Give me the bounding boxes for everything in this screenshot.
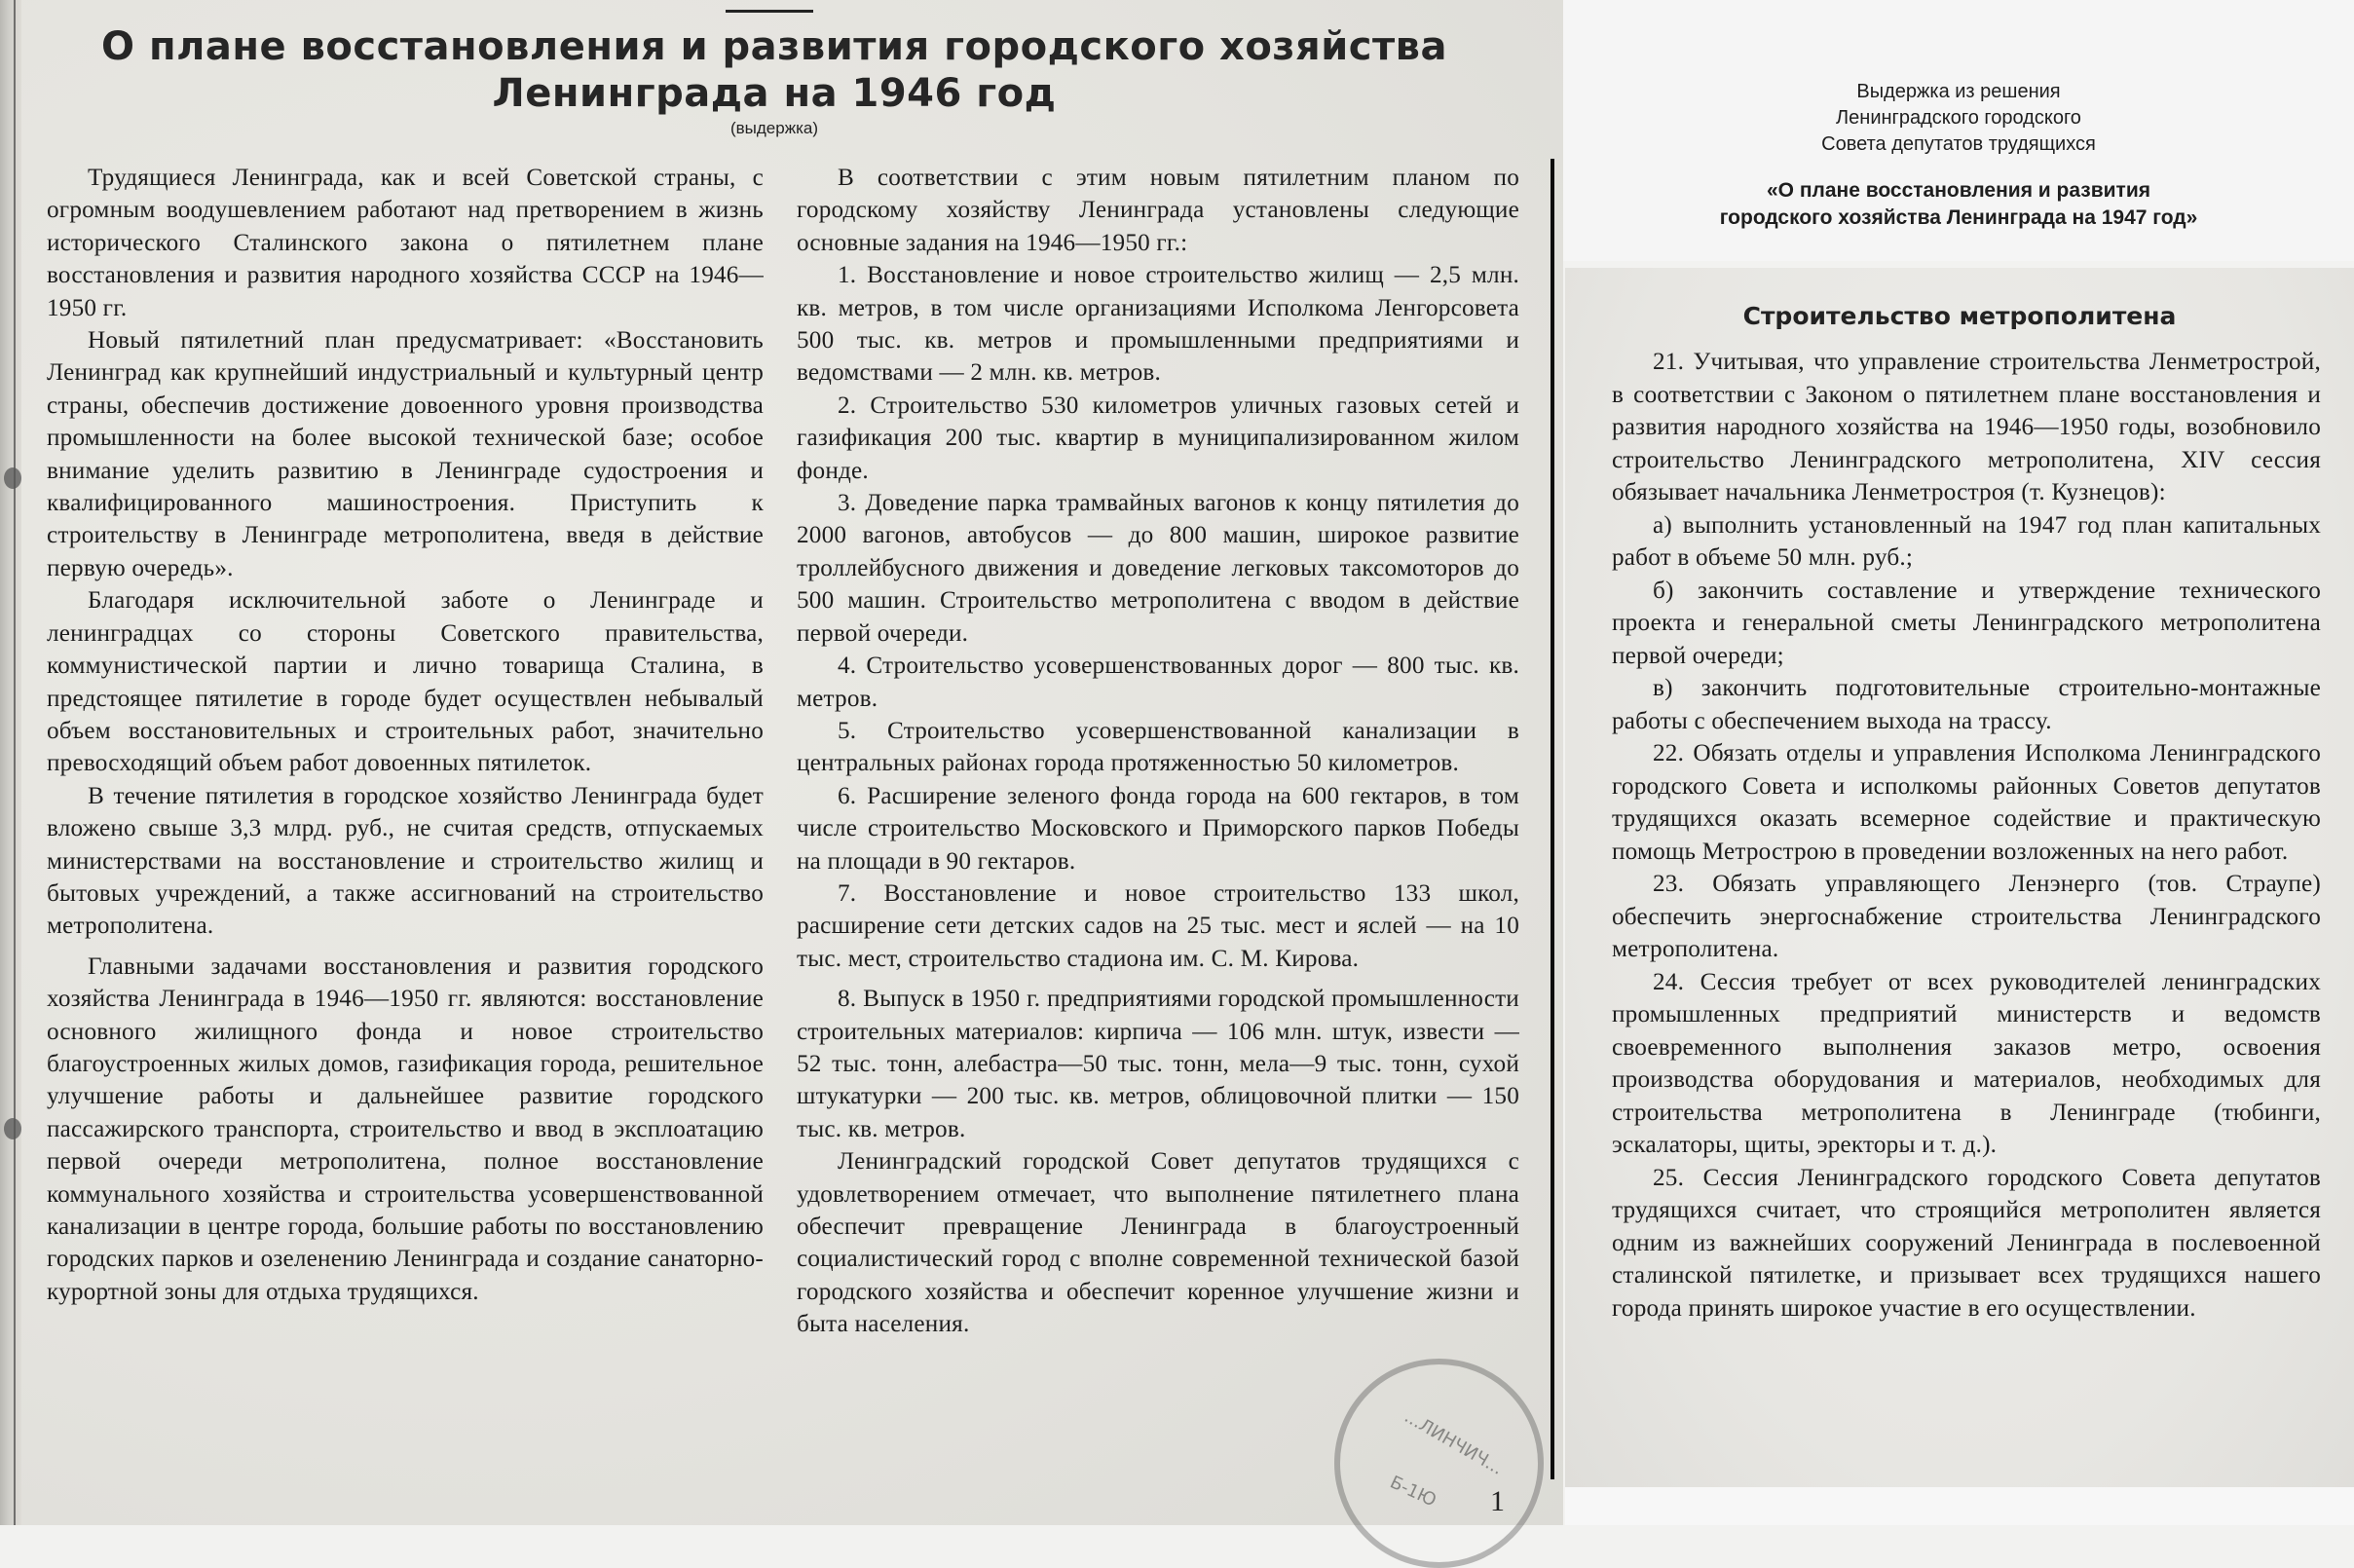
paragraph: 24. Сессия требует от всех руководителей ленинградских промышленных предприятий министерств и ведомств своевременного выполнения заказов метро, освоения производства оборудования и материалов, необходимых для строительства метрополитена в Ленинграде (тюбинги, эскалаторы, щиты, эректоры и т. д.). <box>1612 968 2321 1158</box>
article-title-line1: О плане восстановления и развития городского хозяйства <box>101 24 1447 69</box>
article-column-right <box>1612 346 2321 1325</box>
caption-line: Совета депутатов трудящихся <box>1821 133 2096 155</box>
list-item: 6. Расширение зеленого фонда города на 600 гектаров, в том числе строительство Московского и Приморского парков Победы на площади в 90 гектаров. <box>797 782 1519 875</box>
binding-hole-icon <box>4 1118 21 1139</box>
right-caption-block <box>1563 0 2354 261</box>
list-item: 8. Выпуск в 1950 г. предприятиями городской промышленности строительных материалов: кирпича — 106 млн. штук, извести — 52 тыс. тонн, алебастра—50 тыс. тонн, мела—9 тыс. тонн, сухой штукатурки — 200 тыс. кв. метров, облицовочной плитки — 150 тыс. кв. метров. <box>797 986 1519 1142</box>
list-item: б) закончить составление и утверждение технического проекта и генеральной сметы Ленинградского метрополитена первой очереди; <box>1612 577 2321 669</box>
caption-title-line2: городского хозяйства Ленинграда на 1947 год» <box>1719 206 2198 229</box>
paragraph: В течение пятилетия в городское хозяйство Ленинграда будет вложено свыше 3,3 млрд. руб., не считая средств, отпускаемых министерствами на восстановление и строительство жилищ и бытовых учреждений, а также ассигнований на строительство метрополитена. <box>47 782 764 940</box>
list-item: 1. Восстановление и новое строительство жилищ — 2,5 млн. кв. метров, в том числе организациями Исполкома Ленгорсовета 500 тыс. кв. метров и промышленными предприятиями и ведомствами — 2 млн. кв. метров. <box>797 262 1519 387</box>
article-column-left <box>47 162 764 1308</box>
paragraph: Главными задачами восстановления и развития городского хозяйства Ленинграда в 1946—1950 гг. являются: восстановление основного жилищного фонда и новое строительство благоустроенных жилых домов, газификация города, решительное улучшение работы и дальнейшее развитие городского пассажирского транспорта, строительство и ввод в эксплоатацию первой очереди метрополитена, полное восстановление коммунального хозяйства и строительства усовершенствованной канализации в центре города, большие работы по восстановлению городских парков и озеленению Ленинграда и создание санаторно-курортной зоны для отдыха трудящихся. <box>47 952 764 1305</box>
page-number: 1 <box>1490 1485 1505 1517</box>
paragraph: В соответствии с этим новым пятилетним планом по городскому хозяйству Ленинграда установлены следующие основные задания на 1946—1950 гг.: <box>797 165 1519 256</box>
page-binding-edge <box>0 0 21 1525</box>
article-title-line2: Ленинграда на 1946 год <box>492 71 1057 116</box>
paragraph: Благодаря исключительной заботе о Ленинграде и ленинградцах со стороны Советского правительства, коммунистической партии и лично товарища Сталина, в предстоящее пятилетие в городе будет осуществлен небывалый объем восстановительных и строительных работ, значительно превосходящий объем работ довоенных пятилеток. <box>47 587 764 777</box>
paragraph: Ленинградский городской Совет депутатов трудящихся с удовлетворением отмечает, что выполнение пятилетнего плана обеспечит превращение Ленинграда в благоустроенный социалистический город с вполне современной технической базой городского хозяйства и обеспечит коренное улучшение жизни и быта населения. <box>797 1148 1519 1338</box>
paragraph: Новый пятилетний план предусматривает: «Восстановить Ленинград как крупнейший индустриальный и культурный центр страны, обеспечив достижение довоенного уровня производства промышленности на более высокой технической базе; особое внимание уделить развитию в Ленинграде судостроения и квалифицированного машиностроения. Приступить к строительству в Ленинграде метрополитена, введя в действие первую очередь». <box>47 327 764 581</box>
caption-title-line1: «О плане восстановления и развития <box>1766 179 2151 202</box>
caption-line: Выдержка из решения <box>1856 81 2061 102</box>
stamp-number: Б-1Ю <box>1386 1472 1439 1512</box>
binding-rule-line <box>14 0 16 1525</box>
paragraph: 23. Обязать управляющего Ленэнерго (тов. Страупе) обеспечить энергоснабжение строительства Ленинградского метрополитена. <box>1612 871 2321 962</box>
list-item: в) закончить подготовительные строительно-монтажные работы с обеспечением выхода на трассу. <box>1612 675 2321 734</box>
paragraph: Трудящиеся Ленинграда, как и всей Советской страны, с огромным воодушевлением работают над претворением в жизнь исторического Сталинского закона о пятилетнем плане восстановления и развития народного хозяйства СССР на 1946—1950 гг. <box>47 165 764 321</box>
article-subtitle: (выдержка) <box>729 119 819 137</box>
caption-line: Ленинградского городского <box>1836 107 2081 129</box>
list-item: 7. Восстановление и новое строительство 133 школ, расширение сети детских садов на 25 тыс. мест и яслей — на 10 тыс. мест, строительство стадиона им. С. М. Кирова. <box>797 879 1519 972</box>
list-item: 4. Строительство усовершенствованных дорог — 800 тыс. кв. метров. <box>797 653 1519 712</box>
bottom-margin <box>1565 1487 2354 1525</box>
article-column-middle <box>797 162 1519 1341</box>
binding-hole-icon <box>4 467 21 489</box>
section-title: Строительство метрополитена <box>1742 302 2177 330</box>
list-item: 3. Доведение парка трамвайных вагонов к концу пятилетия до 2000 вагонов, автобусов — до 800 машин, широкое развитие троллейбусного движения и доведение легковых таксомоторов до 500 машин. Строительство метрополитена с вводом в действие первой очереди. <box>797 490 1519 647</box>
stamp-text: ...ЛИНЧИЧ... <box>1401 1406 1507 1479</box>
paragraph: 22. Обязать отделы и управления Исполкома Ленинградского городского Совета и исполкомы районных Советов депутатов трудящихся оказать всемерное содействие и практическую помощь Метрострою в проведении возложенных на него работ. <box>1612 740 2321 865</box>
paragraph: 21. Учитывая, что управление строительства Ленметрострой, в соответствии с Законом о пятилетнем плане восстановления и развития народного хозяйства на 1946—1950 годы, возобновило строительство Ленинградского метрополитена, XIV сессия обязывает начальника Ленметростроя (т. Кузнецов): <box>1612 349 2321 505</box>
library-stamp-icon <box>1334 1359 1544 1568</box>
list-item: 5. Строительство усовершенствованной канализации в центральных районах города протяженностью 50 километров. <box>797 717 1519 777</box>
list-item: 2. Строительство 530 километров уличных газовых сетей и газификация 200 тыс. квартир в муниципализированном жилом фонде. <box>797 392 1519 484</box>
top-rule-line <box>726 10 813 13</box>
column-divider <box>1551 159 1554 1479</box>
list-item: а) выполнить установленный на 1947 год план капитальных работ в объеме 50 млн. руб.; <box>1612 511 2321 571</box>
paragraph: 25. Сессия Ленинградского городского Совета депутатов трудящихся считает, что строящийся метрополитен является одним из важнейших сооружений Ленинграда в послевоенной сталинской пятилетке, и призывает всех трудящихся нашего города принять широкое участие в его осуществлении. <box>1612 1164 2321 1322</box>
